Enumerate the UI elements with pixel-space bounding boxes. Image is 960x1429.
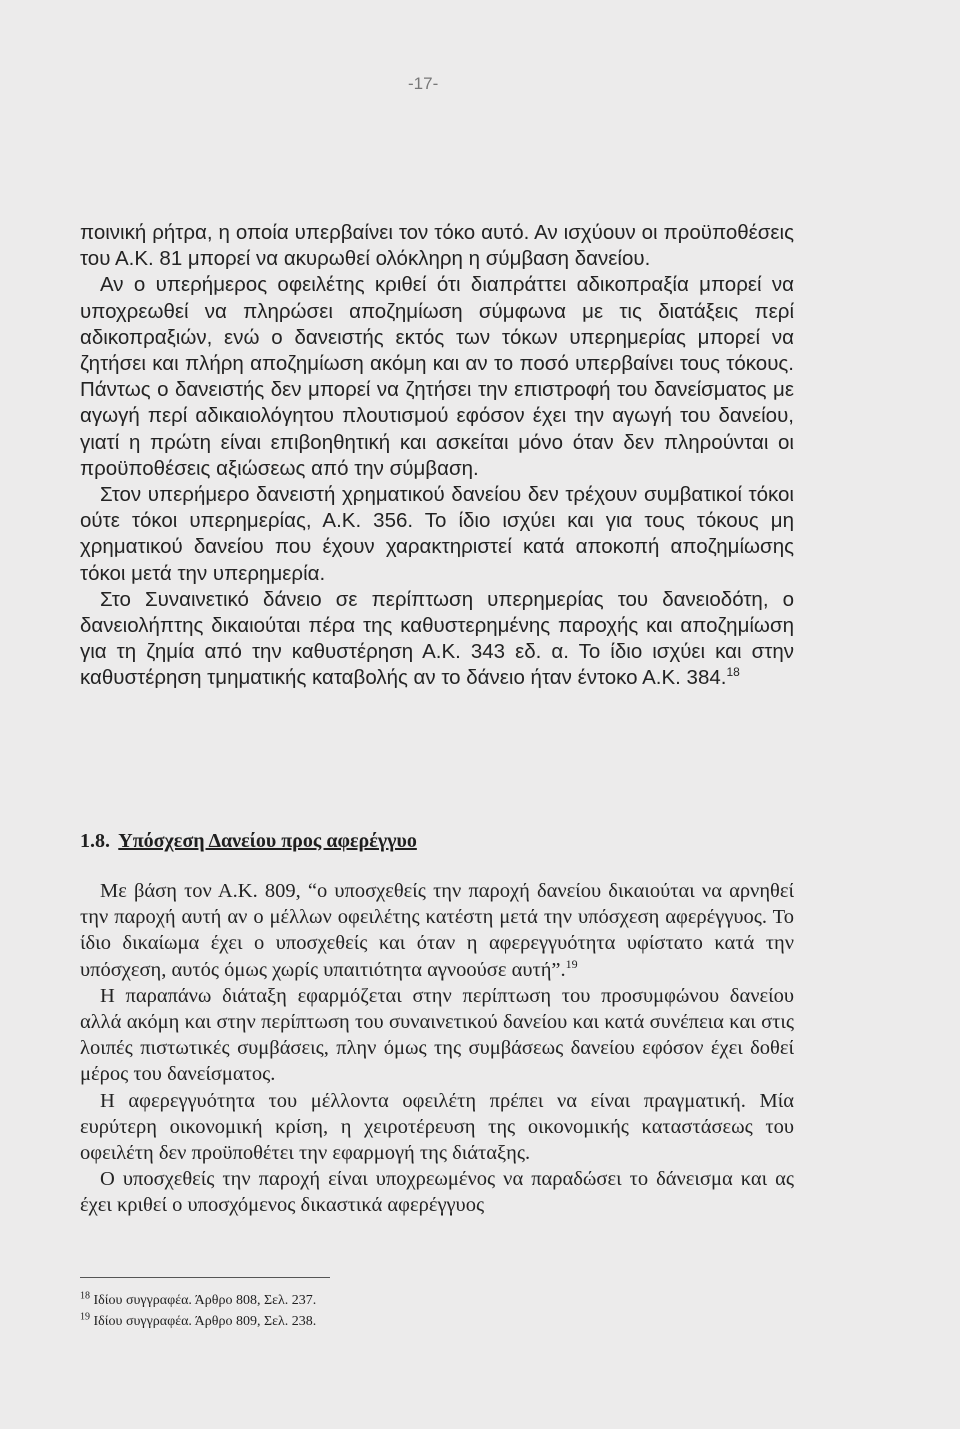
paragraph: Η παραπάνω διάταξη εφαρμόζεται στην περίπτωση του προσυμφώνου δανείου αλλά ακόμη και στην περίπτωση του συναινετικού δανείου και κατά συνέπεια και στις λοιπές πιστωτικές συμβάσεις, πλην όμως της συμβάσεως δανείου εφόσον έχει δοθεί μέρος του δανείσματος. (80, 984, 794, 1086)
paragraph-text: Με βάση τον Α.Κ. 809, “ο υποσχεθείς την παροχή δανείου δικαιούται να αρνηθεί την παροχή αυτή αν ο μέλλων οφειλέτης κατέστη μετά την υπόσχεση αφερέγγυος. Το ίδιο δικαίωμα έχει ο υποσχεθείς και όταν η αφερεγγυότητα υφίστατο κατά την υπόσχεση, αυτός όμως χωρίς υπαιτιότητα αγνοούσε αυτή”. (80, 880, 794, 981)
footnote-text: Ιδίου συγγραφέα. Άρθρο 809, Σελ. 238. (93, 1314, 317, 1329)
footnotes (80, 1290, 316, 1332)
footnote-reference: 19 (565, 956, 578, 971)
footnote-reference: 18 (726, 665, 740, 680)
page-number: -17- (408, 74, 439, 93)
paragraph: Η αφερεγγυότητα του μέλλοντα οφειλέτη πρέπει να είναι πραγματική. Μία ευρύτερη οικονομική κρίση, η χειροτέρευση της οικονομικής καταστάσεως του οφειλέτη δεν προϋποθέτει την εφαρμογή της διάταξης. (80, 1089, 794, 1165)
footnote-divider (80, 1277, 330, 1278)
footnote-text: Ιδίου συγγραφέα. Άρθρο 808, Σελ. 237. (93, 1293, 317, 1308)
body-text (80, 220, 794, 692)
paragraph-text: Στο Συναινετικό δάνειο σε περίπτωση υπερημερίας του δανειοδότη, ο δανειολήπτης δικαιούται πέρα της καθυστερημένης παροχής και αποζημίωση για τη ζημία από την καθυστέρηση Α.Κ. 343 εδ. α. Το ίδιο ισχύει και στην καθυστέρηση τμηματικής καταβολής αν το δάνειο ήταν έντοκο Α.Κ. 384. (80, 587, 794, 690)
section-heading (80, 830, 417, 853)
paragraph (80, 587, 794, 692)
section-number: 1.8. (80, 830, 110, 852)
section-text (80, 878, 794, 1219)
footnote-mark: 19 (80, 1311, 90, 1323)
paragraph: Στον υπερήμερο δανειστή χρηματικού δανείου δεν τρέχουν συμβατικοί τόκοι ούτε τόκοι υπερημερίας, Α.Κ. 356. Το ίδιο ισχύει και για τους τόκους μη χρηματικού δανείου που έχουν χαρακτηριστεί κατά αποκοπή αποζημίωσης τόκοι μετά την υπερημερία. (80, 483, 794, 585)
footnote-mark: 18 (80, 1290, 90, 1302)
paragraph: ποινική ρήτρα, η οποία υπερβαίνει τον τόκο αυτό. Αν ισχύουν οι προϋποθέσεις του Α.Κ. 81 μπορεί να ακυρωθεί ολόκληρη η σύμβαση δανείου. (80, 221, 794, 271)
section-title: Υπόσχεση Δανείου προς αφερέγγυο (118, 830, 417, 852)
footnote (80, 1290, 316, 1311)
paragraph: Αν ο υπερήμερος οφειλέτης κριθεί ότι διαπράττει αδικοπραξία μπορεί να υποχρεωθεί να πληρώσει αποζημίωση σύμφωνα με τις διατάξεις περί αδικοπραξιών, ενώ ο δανειστής εκτός των τόκων υπερημερίας μπορεί να ζητήσει και πλήρη αποζημίωση ακόμη και αν το ποσό υπερβαίνει τους τόκους. Πάντως ο δανειστής δεν μπορεί να ζητήσει την επιστροφή του δανείσματος με αγωγή περί αδικαιολόγητου πλουτισμού εφόσον έχει την αγωγή του δανείου, γιατί η πρώτη είναι επιβοηθητική και ασκείται μόνο όταν δεν πληρούνται οι προϋποθέσεις αξιώσεως από την σύμβαση. (80, 273, 794, 480)
paragraph: Ο υποσχεθείς την παροχή είναι υποχρεωμένος να παραδώσει το δάνεισμα και ας έχει κριθεί ο υποσχόμενος δικαστικά αφερέγγυος (80, 1168, 794, 1217)
footnote (80, 1311, 316, 1332)
paragraph (80, 878, 794, 983)
